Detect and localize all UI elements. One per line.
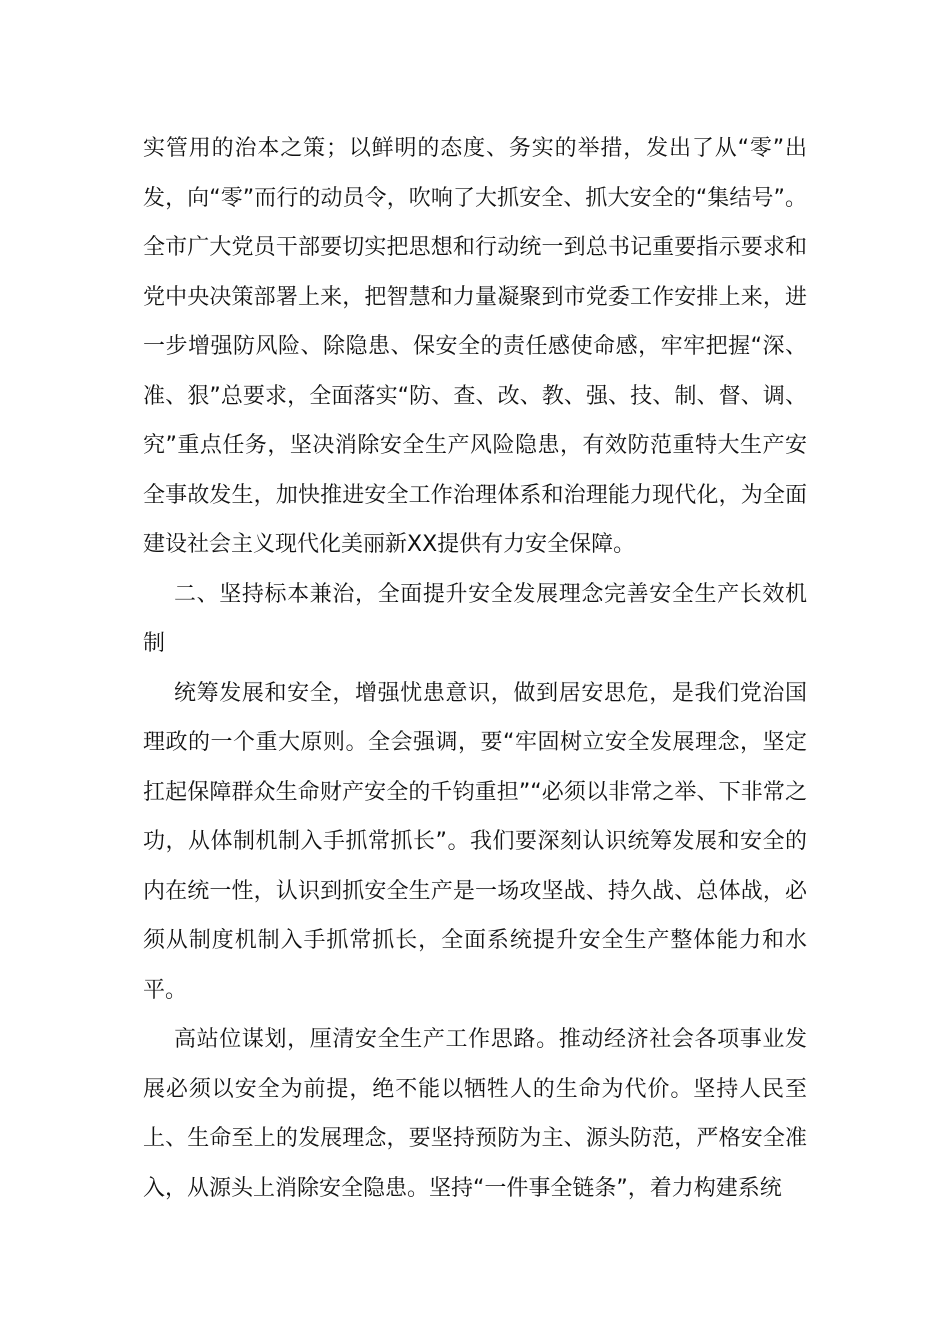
section-heading-two: 二、坚持标本兼治，全面提升安全发展理念完善安全生产长效机制 xyxy=(143,581,807,656)
paragraph-continued-intro: 实管用的治本之策；以鲜明的态度、务实的举措，发出了从“零”出发，向“零”而行的动员令，吹响了大抓安全、抓大安全的“集结号”。全市广大党员干部要切实把思想和行动统一到总书记重要指示要求和党中央决策部署上来，把智慧和力量凝聚到市党委工作安排上来，进一步增强防风险、除隐患、保安全的责任感使命感，牢牢把握“深、准、狠”总要求，全面落实“防、查、改、教、强、技、制、督、调、究”重点任务，坚决消除安全生产风险隐患，有效防范重特大生产安全事故发生，加快推进安全工作治理体系和治理能力现代化，为全面建设社会主义现代化美丽新XX提供有力安全保障。 xyxy=(143,136,807,557)
document-body xyxy=(143,124,807,1213)
paragraph-high-level-planning: 高站位谋划，厘清安全生产工作思路。推动经济社会各项事业发展必须以安全为前提，绝不能以牺牲人的生命为代价。坚持人民至上、生命至上的发展理念，要坚持预防为主、源头防范，严格安全准入，从源头上消除安全隐患。坚持“一件事全链条”，着力构建系统 xyxy=(143,1027,807,1201)
paragraph-development-and-safety: 统筹发展和安全，增强忧患意识，做到居安思危，是我们党治国理政的一个重大原则。全会强调，要“牢固树立安全发展理念，坚定扛起保障群众生命财产安全的千钧重担”“必须以非常之举、下非常之功，从体制机制入手抓常抓长”。我们要深刻认识统筹发展和安全的内在统一性，认识到抓安全生产是一场攻坚战、持久战、总体战，必须从制度机制入手抓常抓长，全面系统提升安全生产整体能力和水平。 xyxy=(143,680,807,1003)
